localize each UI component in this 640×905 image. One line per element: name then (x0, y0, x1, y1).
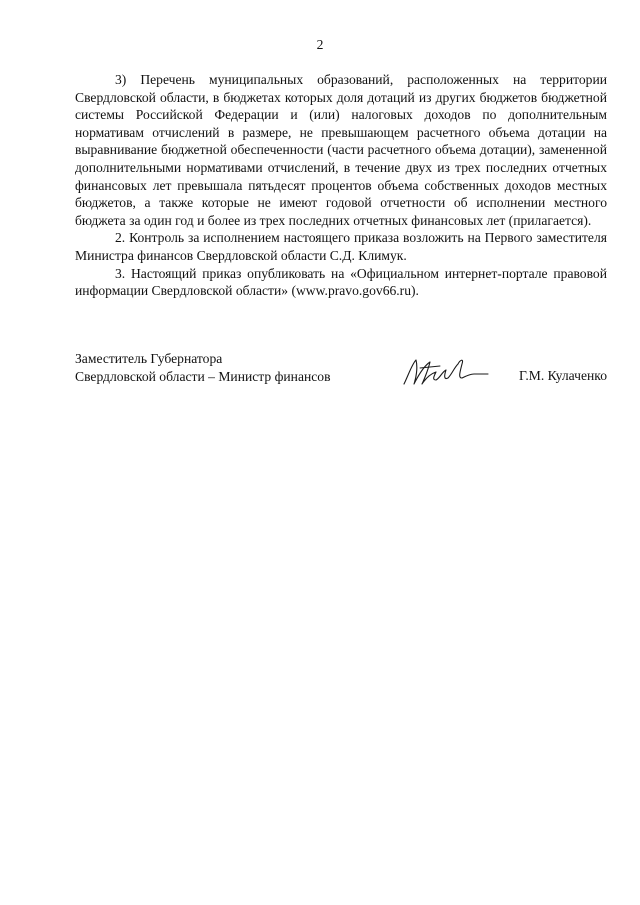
page-number: 2 (316, 37, 324, 52)
signer-title (75, 350, 331, 385)
signature-block (75, 350, 607, 400)
document-body (75, 71, 607, 300)
signer-title-line-1: Заместитель Губернатора (75, 351, 223, 366)
paragraph-publication-clause: 3. Настоящий приказ опубликовать на «Официальном интернет-портале правовой информации Свердловской области» (www.pravo.gov66.ru). (75, 265, 607, 299)
signer-title-line-2: Свердловской области – Министр финансов (75, 368, 331, 384)
paragraph-control-clause: 2. Контроль за исполнением настоящего приказа возложить на Первого заместителя Министра финансов Свердловской области С.Д. Климук. (75, 230, 607, 263)
handwritten-signature (400, 354, 492, 390)
signer-name: Г.М. Кулаченко (519, 368, 607, 383)
paragraph-list-item-3: 3) Перечень муниципальных образований, расположенных на территории Свердловской области, в бюджетах которых доля дотаций из других бюджетов бюджетной системы Российской Федерации и (или) налоговых доходов по дополнительным нормативам отчислений в размере, не превышающем расчетного объема дотации на выравнивание бюджетной обеспеченности (части расчетного объема дотации), замененной дополнительными нормативами отчислений, в течение двух из трех последних отчетных финансовых лет превышала пятьдесят процентов объема собственных доходов местных бюджетов, а также которые не имеют годовой отчетности об исполнении местного бюджета за один год и более из трех последних отчетных финансовых лет (прилагается). (75, 72, 607, 228)
